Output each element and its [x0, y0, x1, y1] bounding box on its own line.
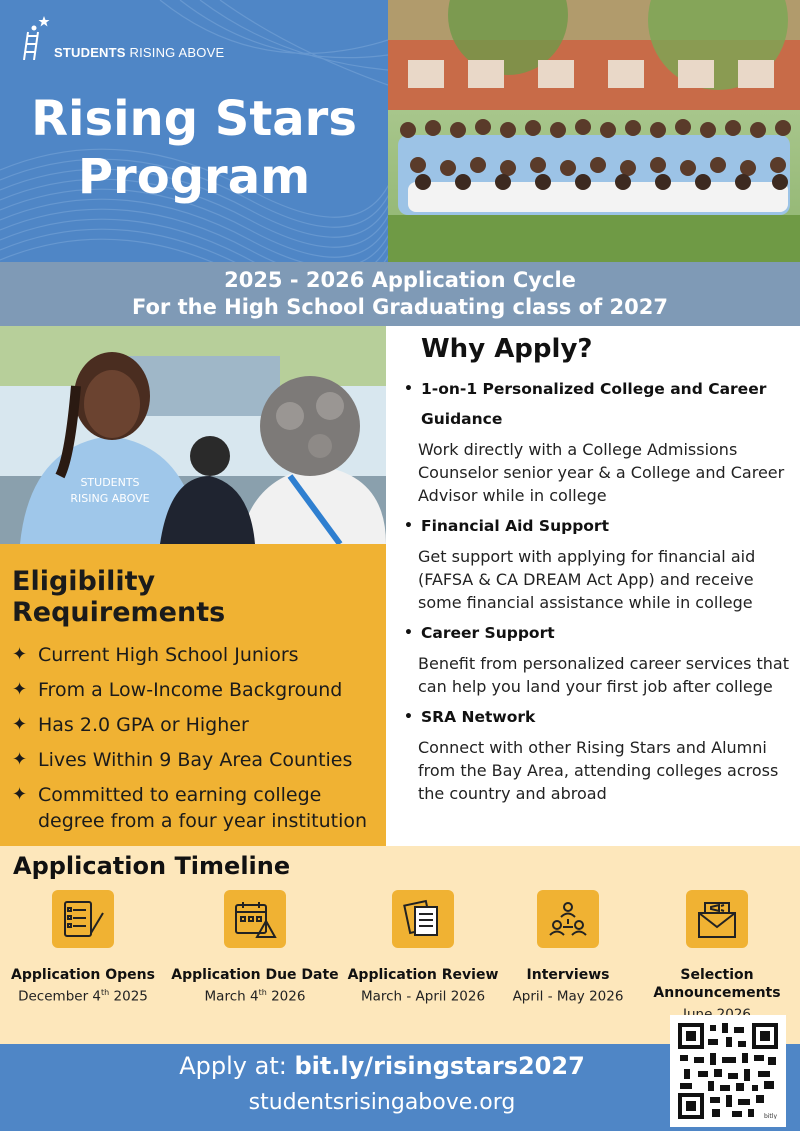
sparkle-icon: ✦ [12, 784, 28, 805]
step-title: Application Opens [11, 967, 155, 983]
eligibility-item: ✦ Committed to earning college degree from a four year institution [12, 784, 368, 832]
timeline-step [506, 890, 630, 1005]
why-apply-section [404, 334, 794, 809]
ladder-star-icon [20, 14, 50, 60]
apply-line: Apply at: bit.ly/risingstars2027 [179, 1052, 585, 1080]
sra-logo [20, 14, 224, 60]
sparkle-icon: ✦ [12, 714, 28, 735]
page-title [0, 90, 388, 206]
student-photo [0, 326, 386, 544]
eligibility-item: ✦ From a Low-Income Background [12, 679, 343, 701]
application-cycle-banner [0, 262, 800, 326]
eligibility-item: ✦ Has 2.0 GPA or Higher [12, 714, 249, 736]
step-title: Selection Announcements [653, 967, 781, 1001]
bullet-icon: • [404, 518, 413, 534]
step-date: March 4th 2026 [204, 988, 306, 1005]
cycle-line-2: For the High School Graduating class of 2027 [132, 295, 668, 319]
bullet-icon: • [404, 625, 413, 641]
eligibility-item: ✦ Current High School Juniors [12, 644, 299, 666]
title-line-1: Rising Stars [31, 91, 357, 147]
eligibility-heading: Eligibility Requirements [12, 566, 226, 628]
step-title: Application Review [347, 967, 499, 983]
qr-code[interactable] [670, 1015, 786, 1127]
apply-link[interactable]: bit.ly/risingstars2027 [294, 1052, 585, 1080]
benefit-title: • Career Support [404, 618, 794, 648]
sparkle-icon: ✦ [12, 644, 28, 665]
people-network-icon [537, 890, 599, 948]
step-date: April - May 2026 [512, 988, 624, 1005]
timeline-heading: Application Timeline [13, 852, 291, 880]
documents-icon [392, 890, 454, 948]
checklist-icon [52, 890, 114, 948]
eligibility-item: ✦ Lives Within 9 Bay Area Counties [12, 749, 353, 771]
why-apply-heading: Why Apply? [421, 334, 593, 364]
group-photo [388, 0, 800, 262]
group-photo-illustration [388, 0, 800, 262]
step-date: December 4th 2025 [18, 988, 148, 1005]
shirt-text-line-1: STUDENTS [80, 476, 140, 489]
qr-caption: bitly [763, 1113, 777, 1119]
eligibility-list [12, 642, 374, 834]
student-photo-illustration [0, 326, 386, 544]
benefit-title: • Financial Aid Support [404, 511, 794, 541]
envelope-megaphone-icon [686, 890, 748, 948]
benefit-title: • 1-on-1 Personalized College and Career Guidance [404, 374, 794, 434]
step-title: Application Due Date [171, 967, 339, 983]
title-line-2: Program [77, 149, 311, 205]
cycle-line-1: 2025 - 2026 Application Cycle [224, 268, 576, 292]
bullet-icon: • [404, 709, 413, 725]
sparkle-icon: ✦ [12, 749, 28, 770]
timeline-step [346, 890, 500, 1005]
benefit-description: Benefit from personalized career services that can help you land your first job after college [418, 654, 789, 696]
benefit-title: • SRA Network [404, 702, 794, 732]
qr-code-graphic [678, 1023, 778, 1119]
sparkle-icon: ✦ [12, 679, 28, 700]
step-title: Interviews [526, 967, 610, 983]
shirt-text-line-2: RISING ABOVE [70, 492, 150, 505]
step-date: March - April 2026 [360, 988, 486, 1005]
timeline-step [650, 890, 784, 1023]
hero-banner [0, 0, 388, 262]
eligibility-section [0, 544, 386, 846]
calendar-warning-icon [224, 890, 286, 948]
benefit-description: Get support with applying for financial aid (FAFSA & CA DREAM Act App) and receive some financial assistance while in college [418, 547, 756, 612]
logo-text: STUDENTS RISING ABOVE [54, 45, 225, 60]
timeline-step [8, 890, 158, 1005]
benefit-description: Connect with other Rising Stars and Alumni from the Bay Area, attending colleges across the country and abroad [418, 738, 779, 803]
timeline-step [170, 890, 340, 1005]
website-link[interactable]: studentsrisingabove.org [248, 1090, 516, 1115]
bullet-icon: • [404, 381, 413, 397]
benefit-description: Work directly with a College Admissions Counselor senior year & a College and Career Advisor while in college [418, 440, 785, 505]
